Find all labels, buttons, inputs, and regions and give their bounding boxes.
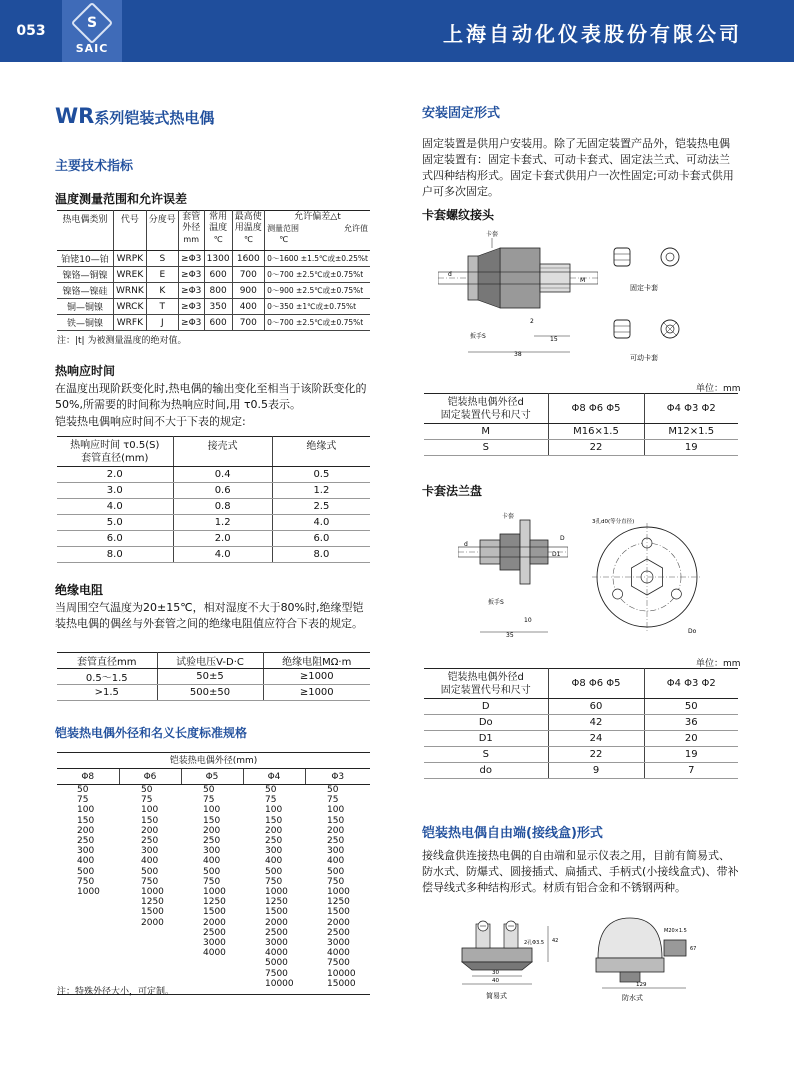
logo-text: SAIC: [75, 41, 109, 55]
waterproof-dim-129: 129: [636, 982, 647, 988]
insulation-paragraph: 当周围空气温度为20±15℃，相对湿度不大于80%时,绝缘型铠装热电偶的偶丝与外套管之间的绝缘电阻值应符合下表的规定。: [55, 601, 364, 630]
length-value: 300: [203, 846, 221, 857]
length-value: 2500: [203, 927, 226, 938]
th-thread-col-b: Φ4 Φ3 Φ2: [644, 394, 738, 424]
th-insulated: 绝缘式: [272, 437, 370, 467]
length-value: 1250: [265, 897, 288, 908]
length-value: 2000: [141, 917, 164, 928]
length-table: [57, 752, 370, 995]
thread-dim-d: d: [448, 271, 452, 278]
th-ins-voltage: 试验电压V-D·C: [157, 653, 263, 669]
tolerance-heading: 温度测量范围和允许误差: [55, 192, 188, 206]
thread-dim-M: M: [580, 277, 586, 284]
th-code: 代号: [114, 211, 147, 251]
length-value: 2000: [265, 917, 288, 928]
thread-unit-label: 单位：mm: [696, 384, 741, 394]
flange-holes-label: 3孔d0(等分直径): [592, 519, 635, 525]
table-row: S 22 19: [424, 747, 738, 763]
th-response-diameter: 热响应时间 τ0.5(S) 套管直径(mm): [57, 437, 173, 467]
response-paragraph-2: 铠装热电偶响应时间不大于下表的规定:: [55, 415, 246, 428]
response-heading: 热响应时间: [55, 364, 116, 378]
th-grounded: 接壳式: [173, 437, 272, 467]
flange-front-drawing: [592, 515, 712, 640]
length-value: 500: [203, 866, 221, 877]
table-row: 8.0 4.0 8.0: [57, 547, 370, 563]
length-value: 400: [265, 856, 283, 867]
page-title: [55, 104, 214, 128]
flange-dim-D1: D1: [552, 551, 561, 558]
length-value: 400: [327, 856, 345, 867]
install-paragraph: 固定装置是供用户安装用。除了无固定装置产品外，铠装热电偶固定装置有：固定卡套式、可动卡套式、固定法兰式、可动法兰式四种结构形式。固定卡套式供用户一次性固定;可动卡套式供用户可多次固定。: [422, 137, 734, 198]
table-row: 镍铬—镍硅 WRNK K ≥Φ3 800 900 0～900 ±2.5℃或±0.75%t: [57, 283, 370, 299]
simple-box-dim-holes: 2孔Φ3.5: [524, 940, 545, 946]
th-max: 最高使用温度 ℃: [232, 211, 265, 251]
table-row: D 60 50: [424, 699, 738, 715]
thread-table: [424, 393, 738, 456]
table-row: D1 24 20: [424, 731, 738, 747]
th-normal: 常用温度 ℃: [204, 211, 232, 251]
th-flange-col-b: Φ4 Φ3 Φ2: [644, 669, 738, 699]
length-value: 150: [77, 815, 95, 826]
length-value: 50: [77, 785, 89, 795]
length-value: 75: [203, 795, 215, 806]
length-value: 10000: [327, 968, 356, 979]
response-paragraph: 在温度出现阶跃变化时,热电偶的输出变化至相当于该阶跃变化的50%,所需要的时间称为热响应时间,用 τ0.5表示。: [55, 382, 367, 411]
length-value: 250: [203, 836, 221, 847]
table-row: 6.0 2.0 6.0: [57, 531, 370, 547]
flange-dim-10: 10: [524, 617, 532, 624]
main-spec-heading: 主要技术指标: [55, 159, 134, 174]
length-value: 75: [327, 795, 339, 806]
length-value: 7500: [265, 968, 288, 979]
th-thread-col-a: Φ8 Φ6 Φ5: [548, 394, 644, 424]
table-row: 4.0 0.8 2.5: [57, 499, 370, 515]
length-value: 1250: [141, 897, 164, 908]
length-value: 150: [203, 815, 221, 826]
length-value: 100: [77, 805, 95, 816]
table-header-row: [57, 437, 370, 467]
simple-box-dim-40: 40: [492, 978, 499, 984]
length-value: 2000: [327, 917, 350, 928]
length-value: 4000: [203, 948, 226, 959]
length-value: 100: [265, 805, 283, 816]
table-header-row: [57, 211, 370, 251]
simple-box-dim-30: 30: [492, 970, 499, 976]
table-row: >1.5 500±50 ≥1000: [57, 685, 370, 701]
length-value: 300: [77, 846, 95, 857]
flange-dim-35: 35: [506, 632, 514, 639]
waterproof-box-drawing: [584, 912, 704, 1004]
length-value: 3000: [265, 938, 288, 949]
flange-dim-Do: Do: [688, 628, 697, 635]
length-value: 1500: [327, 907, 350, 918]
length-value: 1000: [77, 887, 100, 898]
title-rest: 系列铠装式热电偶: [94, 109, 215, 127]
length-col-d4: [243, 785, 305, 995]
length-col-d8: [57, 785, 119, 995]
length-value: 1000: [203, 887, 226, 898]
length-value: 1500: [141, 907, 164, 918]
length-value: 2500: [265, 927, 288, 938]
length-value: 3000: [203, 938, 226, 949]
thread-label-top: 卡套: [486, 231, 499, 238]
length-value: 1000: [327, 887, 350, 898]
length-value: 5000: [265, 958, 288, 969]
flange-label-wrench: 扳手S: [488, 599, 504, 606]
length-value: 300: [141, 846, 159, 857]
length-value: 4000: [327, 948, 350, 959]
length-value: 200: [265, 825, 283, 836]
length-value: 1250: [203, 897, 226, 908]
table-row: M M16×1.5 M12×1.5: [424, 424, 738, 440]
length-value: 10000: [265, 978, 294, 989]
th-d4: Φ4: [243, 769, 305, 785]
length-value: 1000: [141, 887, 164, 898]
length-value: 200: [77, 825, 95, 836]
length-value: 15000: [327, 978, 356, 989]
table-header-row: [57, 769, 370, 785]
table-row: 铁—铜镍 WRFK J ≥Φ3 600 700 0～700 ±2.5℃或±0.75%t: [57, 315, 370, 331]
length-value: 2000: [203, 917, 226, 928]
flange-label-top: 卡套: [502, 513, 515, 520]
length-value: 4000: [265, 948, 288, 959]
insulation-table: [57, 652, 370, 701]
simple-box-drawing: [452, 912, 562, 1004]
length-value: 250: [265, 836, 283, 847]
length-value: 750: [141, 876, 159, 887]
length-values-row: [57, 785, 370, 995]
thread-dim-15: 15: [550, 336, 558, 343]
table-header-row: [57, 653, 370, 669]
length-value: 500: [141, 866, 159, 877]
th-d3: Φ3: [305, 769, 370, 785]
th-length-super: 铠装热电偶外径(mm): [57, 753, 370, 769]
th-d6: Φ6: [119, 769, 181, 785]
length-value: 400: [203, 856, 221, 867]
th-flange-dims: 铠装热电偶外径d 固定装置代号和尺寸: [424, 669, 548, 699]
box-heading: 铠装热电偶自由端(接线盒)形式: [422, 826, 603, 841]
table-row: S 22 19: [424, 440, 738, 456]
table-row: 0.5～1.5 50±5 ≥1000: [57, 669, 370, 685]
th-thread-dims: 铠装热电偶外径d 固定装置代号和尺寸: [424, 394, 548, 424]
length-value: 500: [327, 866, 345, 877]
length-value: 200: [141, 825, 159, 836]
length-value: 150: [265, 815, 283, 826]
flange-dim-D: D: [560, 535, 565, 542]
thread-fitting-drawing: [438, 226, 598, 358]
table-header-row: [424, 394, 738, 424]
table-row: Do 42 36: [424, 715, 738, 731]
length-value: 50: [265, 785, 277, 795]
length-value: 100: [141, 805, 159, 816]
length-value: 1000: [265, 887, 288, 898]
sleeve-drawings: [608, 240, 688, 365]
thread-label-wrench: 扳手S: [470, 333, 486, 340]
install-heading: 安装固定形式: [422, 106, 501, 121]
length-value: 3000: [327, 938, 350, 949]
length-col-d3: [305, 785, 370, 995]
length-value: 75: [141, 795, 153, 806]
th-sheath: 套管外径 mm: [178, 211, 204, 251]
simple-box-dim-42: 42: [552, 938, 559, 944]
saic-logo: [62, 0, 122, 62]
length-value: 150: [141, 815, 159, 826]
length-value: 200: [203, 825, 221, 836]
table-row: 3.0 0.6 1.2: [57, 483, 370, 499]
length-value: 100: [327, 805, 345, 816]
length-value: 50: [141, 785, 153, 795]
th-ins-resistance: 绝缘电阻MΩ·m: [263, 653, 370, 669]
length-value: 7500: [327, 958, 350, 969]
th-type: 热电偶类别: [57, 211, 114, 251]
table-row: 铂铑10—铂 WRPK S ≥Φ3 1300 1600 0～1600 ±1.5℃或±0.25%t: [57, 251, 370, 267]
length-value: 1500: [265, 907, 288, 918]
response-table: [57, 436, 370, 563]
tolerance-table: [57, 210, 370, 331]
length-value: 750: [327, 876, 345, 887]
table-row: 镍铬—铜镍 WREK E ≥Φ3 600 700 0～700 ±2.5℃或±0.75%t: [57, 267, 370, 283]
tolerance-note: 注：|t| 为被测量温度的绝对值。: [57, 336, 187, 346]
length-heading: 铠装热电偶外径和名义长度标准规格: [55, 726, 248, 740]
length-value: 300: [265, 846, 283, 857]
th-d8: Φ8: [57, 769, 119, 785]
length-col-d5: [181, 785, 243, 995]
length-value: 750: [265, 876, 283, 887]
page-number: 053: [16, 23, 46, 39]
length-value: 1500: [203, 907, 226, 918]
length-value: 250: [141, 836, 159, 847]
length-value: 1250: [327, 897, 350, 908]
length-value: 150: [327, 815, 345, 826]
table-row: do 9 7: [424, 763, 738, 779]
box-paragraph: 接线盒供连接热电偶的自由端和显示仪表之用，目前有简易式、防水式、防爆式、圆接插式、扁插式、手柄式(小接线盒式)、带补偿导线式多种结构形式。材质有铝合金和不锈钢两种。: [422, 849, 739, 894]
flange-unit-label: 单位：mm: [696, 659, 741, 669]
length-value: 300: [327, 846, 345, 857]
fixed-sleeve-label: 固定卡套: [630, 284, 658, 292]
insulation-heading: 绝缘电阻: [55, 583, 104, 597]
waterproof-dim-m20: M20×1.5: [664, 928, 687, 934]
table-header-row: [424, 669, 738, 699]
table-row: 铜—铜镍 WRCK T ≥Φ3 350 400 0～350 ±1℃或±0.75%t: [57, 299, 370, 315]
th-tol: 允许偏差△t 测量范围 允许值 ℃: [265, 211, 370, 251]
length-value: 750: [203, 876, 221, 887]
flange-table: [424, 668, 738, 779]
footnote: 注：特殊外径大小，可定制。: [57, 987, 175, 997]
length-value: 2500: [327, 927, 350, 938]
company-name: 上海自动化仪表股份有限公司: [443, 22, 742, 46]
flange-side-drawing: [458, 510, 568, 640]
simple-box-label: 简易式: [486, 992, 507, 1000]
length-value: 100: [203, 805, 221, 816]
length-value: 250: [77, 836, 95, 847]
flange-heading: 卡套法兰盘: [422, 484, 483, 498]
thread-heading: 卡套螺纹接头: [422, 208, 495, 222]
length-value: 750: [77, 876, 95, 887]
length-value: 250: [327, 836, 345, 847]
table-row: 2.0 0.4 0.5: [57, 467, 370, 483]
length-value: 400: [141, 856, 159, 867]
length-value: 75: [77, 795, 89, 806]
thread-dim-2: 2: [530, 318, 534, 325]
length-col-d6: [119, 785, 181, 995]
length-value: 400: [77, 856, 95, 867]
table-row: 5.0 1.2 4.0: [57, 515, 370, 531]
length-value: 50: [327, 785, 339, 795]
th-d5: Φ5: [181, 769, 243, 785]
waterproof-box-label: 防水式: [622, 994, 643, 1002]
th-flange-col-a: Φ8 Φ6 Φ5: [548, 669, 644, 699]
thread-dim-38: 38: [514, 351, 522, 358]
length-value: 500: [77, 866, 95, 877]
length-value: 75: [265, 795, 277, 806]
th-ins-diameter: 套管直径mm: [57, 653, 157, 669]
waterproof-dim-67: 67: [690, 946, 697, 952]
th-index: 分度号: [146, 211, 178, 251]
table-header-row: [57, 753, 370, 769]
length-value: 500: [265, 866, 283, 877]
logo-mark-icon: S: [71, 1, 113, 43]
flange-dim-d: d: [464, 541, 468, 548]
length-value: 200: [327, 825, 345, 836]
movable-sleeve-label: 可动卡套: [630, 354, 658, 362]
title-prefix: WR: [55, 104, 95, 128]
length-value: 50: [203, 785, 215, 795]
page-header: [0, 0, 794, 62]
